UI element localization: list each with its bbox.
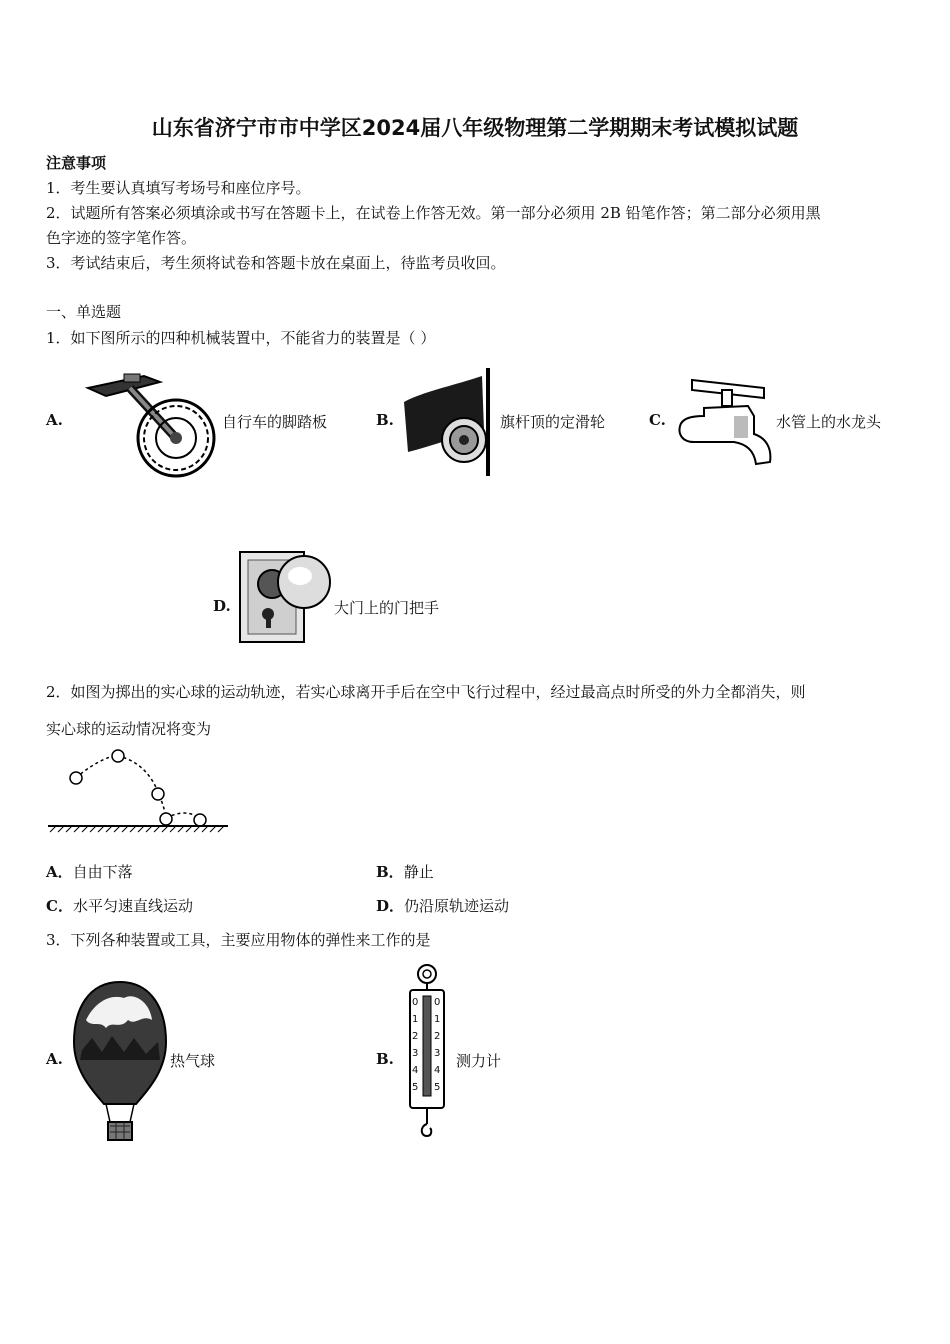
section-heading: 一、单选题	[46, 303, 122, 321]
notice-heading: 注意事项	[46, 154, 107, 172]
scale-mark: 5	[434, 1082, 441, 1093]
page-title: 山东省济宁市市中学区2024届八年级物理第二学期期末考试模拟试题	[151, 116, 799, 140]
option-item	[376, 895, 509, 916]
scale-mark: 2	[412, 1031, 419, 1042]
option-label: 热气球	[170, 1052, 216, 1070]
scale-mark: 1	[434, 1014, 441, 1025]
option-letter: C．	[46, 897, 73, 915]
scale-marks-right	[434, 994, 444, 1096]
scale-mark: 4	[412, 1065, 419, 1076]
option-item	[46, 861, 133, 882]
scale-marks-left	[412, 994, 422, 1096]
option-item	[376, 861, 434, 882]
scale-mark: 4	[434, 1065, 441, 1076]
option-letter: D．	[376, 897, 405, 915]
notice-item: 色字迹的签字笔作答。	[46, 229, 197, 247]
option-label: 自行车的脚踏板	[222, 413, 328, 431]
hot-air-balloon-image	[72, 980, 168, 1144]
option-label: 旗杆顶的定滑轮	[500, 413, 606, 431]
scale-mark: 3	[434, 1048, 441, 1059]
notice-item: 3．考试结束后，考生须将试卷和答题卡放在桌面上，待监考员收回。	[46, 254, 506, 272]
option-letter: B.	[376, 1050, 394, 1068]
scale-mark: 0	[412, 997, 419, 1008]
notice-item: 1．考生要认真填写考场号和座位序号。	[46, 179, 311, 197]
scale-mark: 0	[434, 997, 441, 1008]
question-stem: 3．下列各种装置或工具，主要应用物体的弹性来工作的是	[46, 931, 431, 949]
door-knob-image	[238, 550, 334, 644]
bicycle-pedal-image	[84, 368, 224, 478]
option-label: 自由下落	[72, 863, 133, 881]
option-letter: A．	[46, 863, 73, 881]
option-label: 静止	[403, 863, 434, 881]
option-letter: C.	[649, 411, 666, 429]
notice-item: 2．试题所有答案必须填涂或书写在答题卡上，在试卷上作答无效。第一部分必须用 2B 铅笔作答；第二部分必须用黑	[46, 204, 821, 222]
option-label: 水管上的水龙头	[776, 413, 882, 431]
option-label: 大门上的门把手	[334, 599, 440, 617]
question-stem: 实心球的运动情况将变为	[46, 720, 212, 738]
scale-mark: 3	[412, 1048, 419, 1059]
question-stem: 1．如下图所示的四种机械装置中，不能省力的装置是（ ）	[46, 329, 436, 347]
option-label: 水平匀速直线运动	[72, 897, 193, 915]
option-item	[46, 895, 193, 916]
option-label: 仍沿原轨迹运动	[404, 897, 510, 915]
scale-mark: 5	[412, 1082, 419, 1093]
option-letter: B.	[376, 411, 394, 429]
question-stem: 2．如图为掷出的实心球的运动轨迹，若实心球离开手后在空中飞行过程中，经过最高点时所受的外力全都消失，则	[46, 683, 806, 701]
option-label: 测力计	[456, 1052, 502, 1070]
water-faucet-image	[674, 376, 774, 470]
option-letter: A.	[46, 411, 63, 429]
flagpole-pulley-image	[402, 364, 502, 476]
scale-mark: 2	[434, 1031, 441, 1042]
option-letter: A.	[46, 1050, 63, 1068]
ball-trajectory-diagram	[46, 746, 232, 836]
option-letter: D.	[213, 597, 231, 615]
option-letter: B．	[376, 863, 404, 881]
scale-mark: 1	[412, 1014, 419, 1025]
